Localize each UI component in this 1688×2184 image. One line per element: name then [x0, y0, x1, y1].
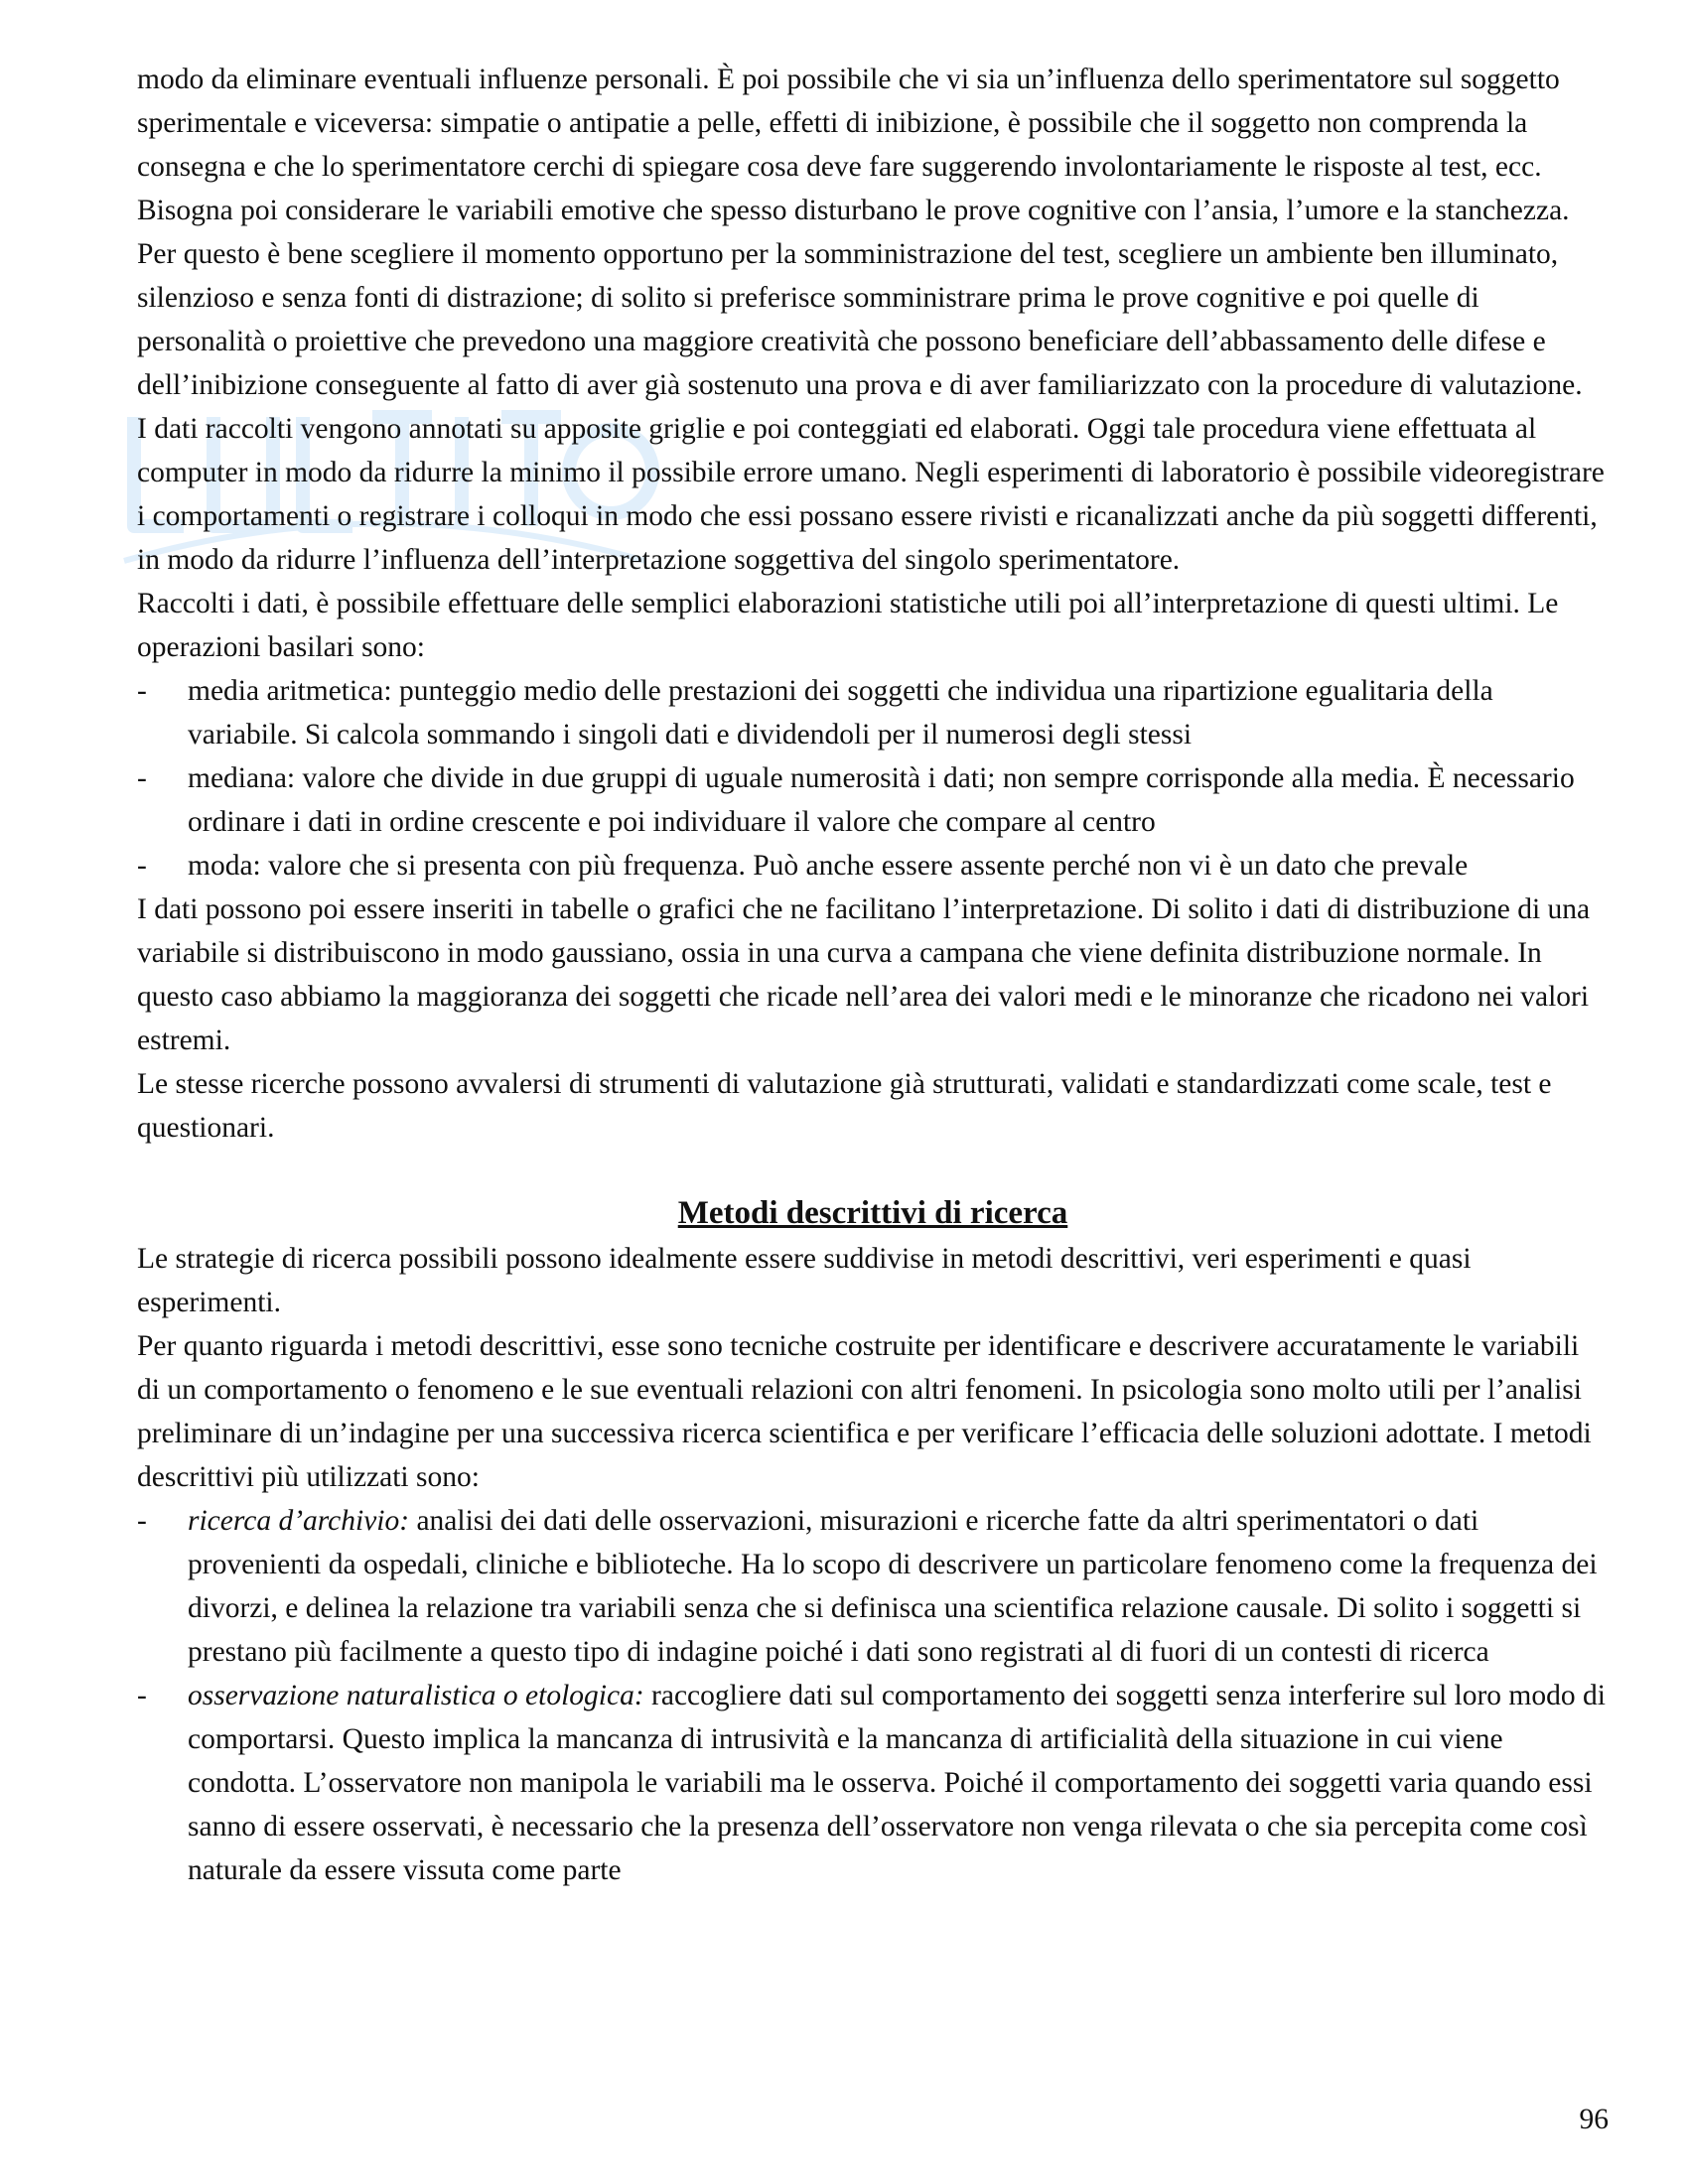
- methods-list: [137, 1499, 1609, 1892]
- section-heading: Metodi descrittivi di ricerca: [677, 1195, 1068, 1231]
- method-term: ricerca d’archivio:: [188, 1505, 410, 1537]
- list-item-text: analisi dei dati delle osservazioni, misurazioni e ricerche fatte da altri sperimentatori o dati provenienti da ospedali, cliniche e biblioteche. Ha lo scopo di descrivere un particolare fenomeno come la frequenza dei divorzi, e delinea la relazione tra variabili senza che si definisca una scientifica relazione causale. Di solito i soggetti si prestano più facilmente a questo tipo di indagine poiché i dati sono registrati al di fuori di un contesti di ricerca: [188, 1505, 1598, 1668]
- list-dash: -: [137, 850, 147, 882]
- method-term: osservazione naturalistica o etologica:: [188, 1680, 644, 1711]
- list-dash: -: [137, 675, 147, 707]
- list-item: [137, 1499, 1609, 1674]
- paragraph: Le stesse ricerche possono avvalersi di strumenti di valutazione già strutturati, validati e standardizzati come scale, test e questionari.: [137, 1068, 1552, 1144]
- paragraph: I dati raccolti vengono annotati su apposite griglie e poi conteggiati ed elaborati. Oggi tale procedura viene effettuata al computer in modo da ridurre la minimo il possibile errore umano. Negli esperimenti di laboratorio è possibile videoregistrare i comportamenti o registrare i colloqui in modo che essi possano essere rivisti e ricanalizzati anche da più soggetti differenti, in modo da ridurre l’influenza dell’interpretazione soggettiva del singolo sperimentatore.: [137, 413, 1605, 576]
- paragraph: Per quanto riguarda i metodi descrittivi, esse sono tecniche costruite per identificare e descrivere accuratamente le variabili di un comportamento o fenomeno e le sue eventuali relazioni con altri fenomeni. In psicologia sono molto utili per l’analisi preliminare di un’indagine per una successiva ricerca scientifica e per verificare l’efficacia delle soluzioni adottate. I metodi descrittivi più utilizzati sono:: [137, 1330, 1592, 1493]
- list-dash: -: [137, 1680, 147, 1711]
- list-item: [137, 756, 1609, 844]
- list-item-text: moda: valore che si presenta con più frequenza. Può anche essere assente perché non vi è un dato che prevale: [188, 850, 1469, 882]
- statistics-list: [137, 669, 1609, 887]
- page-number: 96: [1579, 2104, 1609, 2135]
- document-page: [137, 58, 1609, 1892]
- list-item: [137, 669, 1609, 756]
- list-item-text: raccogliere dati sul comportamento dei soggetti senza interferire sul loro modo di comportarsi. Questo implica la mancanza di intrusività e la mancanza di artificialità della situazione in cui viene condotta. L’osservatore non manipola le variabili ma le osserva. Poiché il comportamento dei soggetti varia quando essi sanno di essere osservati, è necessario che la presenza dell’osservatore non venga rilevata o che sia percepita come così naturale da essere vissuta come parte: [188, 1680, 1606, 1886]
- list-item: [137, 1674, 1609, 1892]
- list-dash: -: [137, 762, 147, 794]
- list-item-text: mediana: valore che divide in due gruppi di uguale numerosità i dati; non sempre corrisponde alla media. È necessario ordinare i dati in ordine crescente e poi individuare il valore che compare al centro: [188, 762, 1575, 838]
- list-dash: -: [137, 1505, 147, 1537]
- list-item-text: media aritmetica: punteggio medio delle prestazioni dei soggetti che individua una ripartizione egualitaria della variabile. Si calcola sommando i singoli dati e dividendoli per il numerosi degli stessi: [188, 675, 1493, 751]
- paragraph: Raccolti i dati, è possibile effettuare delle semplici elaborazioni statistiche utili poi all’interpretazione di questi ultimi. Le operazioni basilari sono:: [137, 588, 1559, 663]
- list-item: [137, 844, 1609, 887]
- paragraph: modo da eliminare eventuali influenze personali. È poi possibile che vi sia un’influenza dello sperimentatore sul soggetto sperimentale e viceversa: simpatie o antipatie a pelle, effetti di inibizione, è possibile che il soggetto non comprenda la consegna e che lo sperimentatore cerchi di spiegare cosa deve fare suggerendo involontariamente le risposte al test, ecc. Bisogna poi considerare le variabili emotive che spesso disturbano le prove cognitive con l’ansia, l’umore e la stanchezza. Per questo è bene scegliere il momento opportuno per la somministrazione del test, scegliere un ambiente ben illuminato, silenzioso e senza fonti di distrazione; di solito si preferisce somministrare prima le prove cognitive e poi quelle di personalità o proiettive che prevedono una maggiore creatività che possono beneficiare dell’abbassamento delle difese e dell’inibizione conseguente al fatto di aver già sostenuto una prova e di aver familiarizzato con la procedure di valutazione.: [137, 64, 1583, 401]
- paragraph: Le strategie di ricerca possibili possono idealmente essere suddivise in metodi descrittivi, veri esperimenti e quasi esperimenti.: [137, 1243, 1472, 1318]
- paragraph: I dati possono poi essere inseriti in tabelle o grafici che ne facilitano l’interpretazione. Di solito i dati di distribuzione di una variabile si distribuiscono in modo gaussiano, ossia in una curva a campana che viene definita distribuzione normale. In questo caso abbiamo la maggioranza dei soggetti che ricade nell’area dei valori medi e le minoranze che ricadono nei valori estremi.: [137, 893, 1591, 1056]
